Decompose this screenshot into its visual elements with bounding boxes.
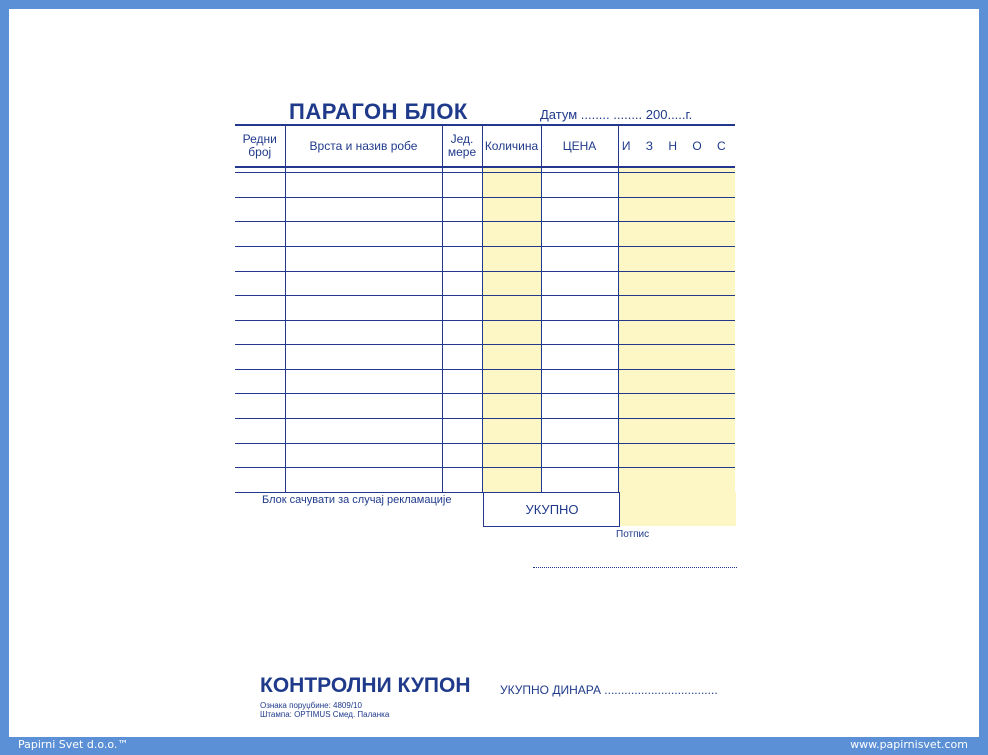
column-header-item: Врста и назив робе [285,125,442,167]
table-cell[interactable] [482,246,541,271]
table-cell[interactable] [541,345,618,370]
table-cell[interactable] [618,271,735,296]
table-row [235,320,735,345]
table-cell[interactable] [442,468,482,493]
table-cell[interactable] [618,468,735,493]
table-cell[interactable] [541,197,618,222]
table-cell[interactable] [618,320,735,345]
table-cell[interactable] [285,173,442,198]
table-cell[interactable] [442,271,482,296]
table-cell[interactable] [618,369,735,394]
coupon-title: КОНТРОЛНИ КУПОН [260,674,471,697]
table-cell[interactable] [442,443,482,468]
table-cell[interactable] [618,394,735,419]
table-cell[interactable] [235,246,285,271]
table-cell[interactable] [541,443,618,468]
table-cell[interactable] [235,394,285,419]
column-header-number: Редни број [235,125,285,167]
table-cell[interactable] [482,173,541,198]
table-cell[interactable] [285,394,442,419]
table-cell[interactable] [285,443,442,468]
table-cell[interactable] [482,468,541,493]
table-cell[interactable] [541,173,618,198]
table-cell[interactable] [541,296,618,321]
table-cell[interactable] [235,271,285,296]
table-row [235,419,735,444]
receipt-table [235,124,735,493]
table-row [235,197,735,222]
table-cell[interactable] [482,369,541,394]
table-row [235,222,735,247]
footer-website: www.papirnisvet.com [850,738,968,751]
table-cell[interactable] [482,443,541,468]
table-cell[interactable] [442,296,482,321]
table-cell[interactable] [442,369,482,394]
table-cell[interactable] [541,394,618,419]
table-cell[interactable] [285,296,442,321]
table-cell[interactable] [442,173,482,198]
table-cell[interactable] [541,271,618,296]
table-row [235,345,735,370]
table-cell[interactable] [235,197,285,222]
table-cell[interactable] [235,345,285,370]
print-line: Штампа: OPTIMUS Смед. Паланка [260,710,390,719]
table-cell[interactable] [442,320,482,345]
table-cell[interactable] [285,320,442,345]
table-cell[interactable] [482,197,541,222]
table-cell[interactable] [618,246,735,271]
table-cell[interactable] [482,320,541,345]
table-row [235,443,735,468]
table-cell[interactable] [235,173,285,198]
table-cell[interactable] [541,369,618,394]
table-cell[interactable] [482,271,541,296]
order-mark: Ознака поруџбине: 4809/10 [260,701,362,710]
table-cell[interactable] [541,222,618,247]
table-cell[interactable] [482,296,541,321]
signature-line[interactable] [533,567,737,568]
column-header-amount: И З Н О С [618,125,735,167]
table-cell[interactable] [235,320,285,345]
table-cell[interactable] [541,320,618,345]
coupon-total-line: УКУПНО ДИНАРА .................................. [500,683,718,697]
table-cell[interactable] [442,197,482,222]
table-cell[interactable] [235,443,285,468]
table-row [235,173,735,198]
table-cell[interactable] [285,369,442,394]
form-title: ПАРАГОН БЛОК [289,99,468,124]
table-cell[interactable] [442,419,482,444]
table-cell[interactable] [442,246,482,271]
total-amount-field[interactable] [619,492,736,526]
table-cell[interactable] [541,246,618,271]
table-cell[interactable] [618,419,735,444]
table-cell[interactable] [541,419,618,444]
table-cell[interactable] [442,345,482,370]
table-cell[interactable] [442,222,482,247]
table-cell[interactable] [618,296,735,321]
table-cell[interactable] [285,246,442,271]
table-cell[interactable] [285,222,442,247]
table-cell[interactable] [235,369,285,394]
table-cell[interactable] [285,197,442,222]
table-cell[interactable] [285,468,442,493]
table-cell[interactable] [482,419,541,444]
table-cell[interactable] [285,419,442,444]
table-cell[interactable] [482,222,541,247]
table-cell[interactable] [482,345,541,370]
footer-company: Papirni Svet d.o.o.™ [18,738,129,751]
table-row [235,271,735,296]
table-cell[interactable] [618,173,735,198]
table-header-row [235,125,735,167]
table-row [235,369,735,394]
table-cell[interactable] [285,271,442,296]
table-cell[interactable] [285,345,442,370]
table-cell[interactable] [235,419,285,444]
date-line: Датум ........ ........ 200.....г. [540,107,693,122]
table-cell[interactable] [235,468,285,493]
table-row [235,394,735,419]
total-label: УКУПНО [483,492,620,527]
column-header-price: ЦЕНА [541,125,618,167]
table-cell[interactable] [541,468,618,493]
complaint-note: Блок сачувати за случај рекламације [262,494,452,506]
table-cell[interactable] [618,222,735,247]
table-cell[interactable] [442,394,482,419]
column-header-quantity: Количина [482,125,541,167]
table-row [235,246,735,271]
table-cell[interactable] [618,197,735,222]
table-cell[interactable] [235,296,285,321]
table-row [235,468,735,493]
table-cell[interactable] [235,222,285,247]
table-cell[interactable] [618,443,735,468]
table-cell[interactable] [618,345,735,370]
column-header-unit: Јед. мере [442,125,482,167]
table-cell[interactable] [482,394,541,419]
table-row [235,296,735,321]
signature-label: Потпис [616,529,650,540]
